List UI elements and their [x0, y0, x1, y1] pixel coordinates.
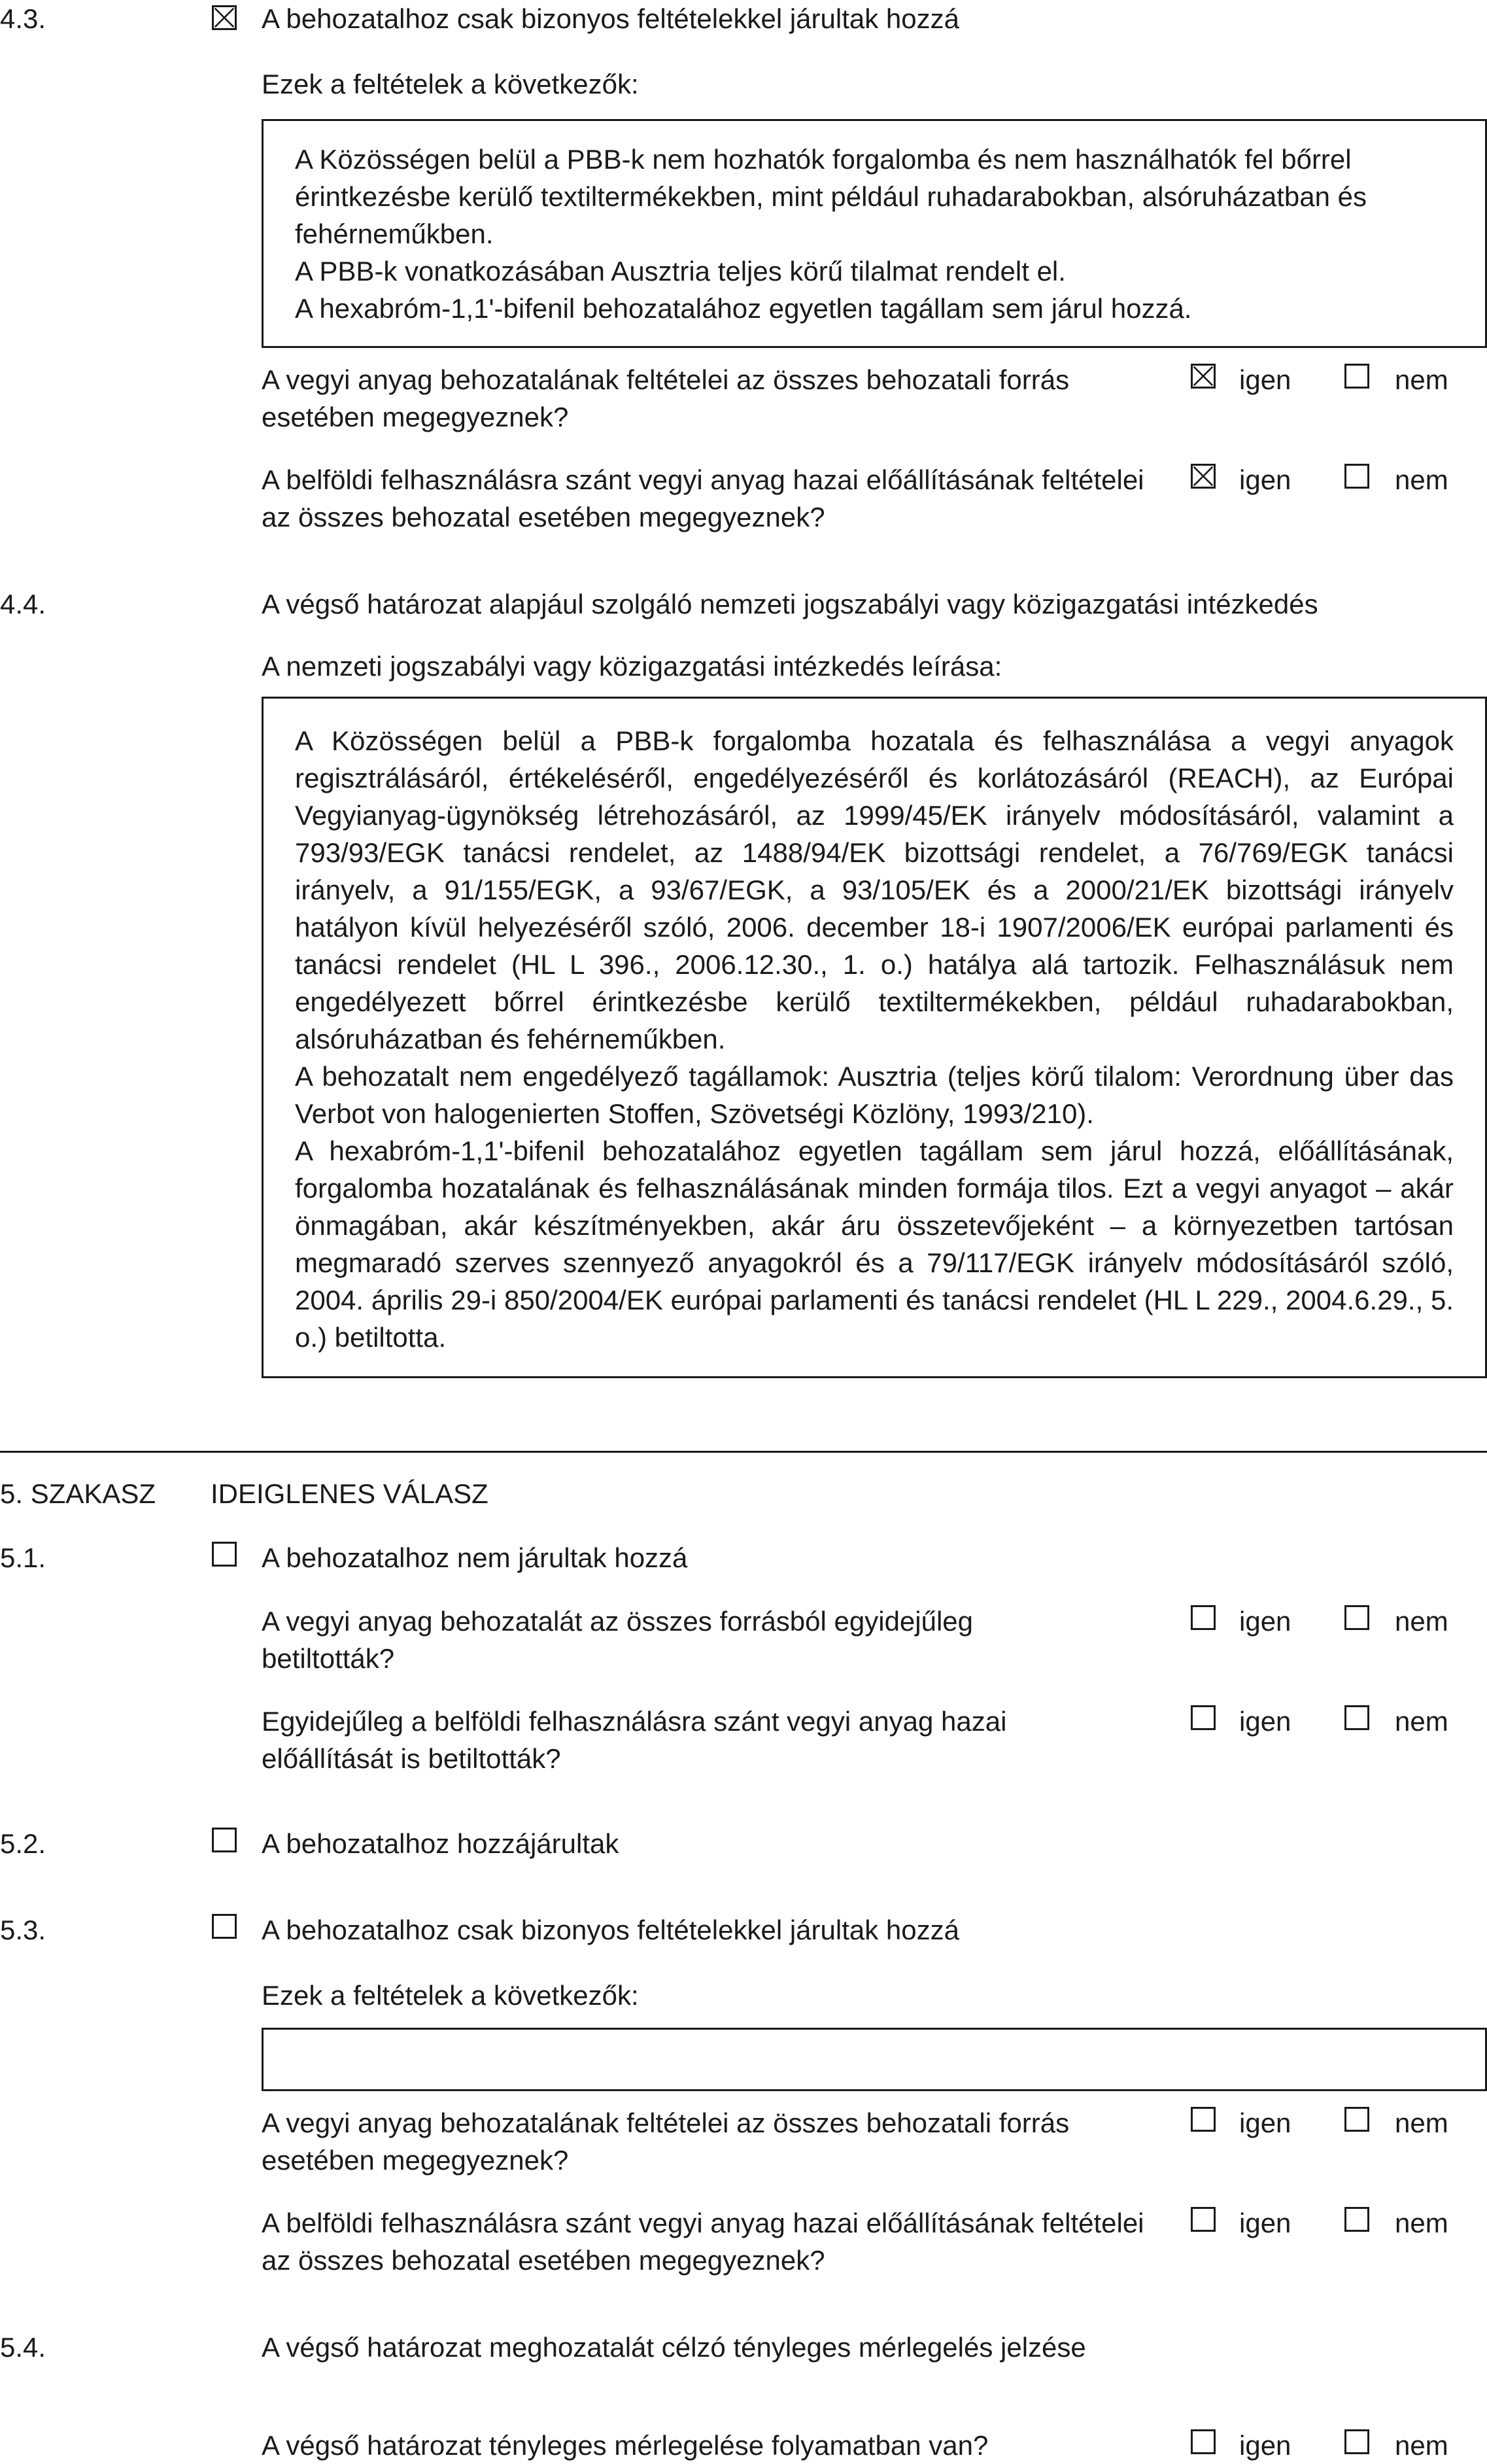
section-4-3-conditions-label: Ezek a feltételek a következők: [262, 69, 639, 99]
yes-checkbox[interactable] [1191, 2207, 1216, 2232]
section-4-3-question-1: A vegyi anyag behozatalának feltételei az összes behozatali forrás esetében megegyeznek? [262, 364, 1070, 432]
yes-label: igen [1239, 2208, 1291, 2238]
section-5-3-question-2: A belföldi felhasználásra szánt vegyi anyag hazai előállításának feltételei az összes behozatal esetében megegyeznek? [262, 2208, 1144, 2276]
yes-checkbox[interactable] [1191, 1605, 1216, 1630]
no-checkbox[interactable] [1344, 1705, 1369, 1730]
section-5-1-question-1: A vegyi anyag behozatalát az összes forrásból egyidejűleg betiltották? [262, 1606, 974, 1674]
yes-label: igen [1239, 2430, 1291, 2461]
checkmark-cross-icon [214, 7, 235, 28]
description-paragraph: A behozatalt nem engedélyező tagállamok: Ausztria (teljes körű tilalom: Verordnung über das Verbot von halogenierten Stoffen, Szövetségi Közlöny, 1993/210). [295, 1061, 1454, 1129]
section-4-3-checkbox[interactable] [212, 5, 237, 30]
yes-label: igen [1239, 2108, 1291, 2138]
section-5-2-title: A behozatalhoz hozzájárultak [262, 1828, 619, 1859]
condition-text: A PBB-k vonatkozásában Ausztria teljes körű tilalmat rendelt el. [295, 256, 1066, 286]
section-4-3-number: 4.3. [0, 3, 46, 34]
section-4-3-conditions-box [262, 119, 1487, 348]
section-4-4-title: A végső határozat alapjául szolgáló nemzeti jogszabályi vagy közigazgatási intézkedés [262, 589, 1318, 619]
no-label: nem [1395, 464, 1448, 495]
no-label: nem [1395, 364, 1448, 395]
section-5-3-title: A behozatalhoz csak bizonyos feltételekkel járultak hozzá [262, 1915, 959, 1945]
yes-checkbox[interactable] [1191, 2107, 1216, 2132]
yes-label: igen [1239, 364, 1291, 395]
yes-checkbox[interactable] [1191, 2429, 1216, 2454]
section-5-2-checkbox[interactable] [212, 1828, 237, 1852]
yes-checkbox[interactable] [1191, 364, 1216, 389]
section-5-4-number: 5.4. [0, 2332, 46, 2363]
section-5-heading-title: IDEIGLENES VÁLASZ [211, 1478, 488, 1509]
section-5-heading-number: 5. SZAKASZ [0, 1478, 156, 1509]
no-checkbox[interactable] [1344, 1605, 1369, 1630]
no-checkbox[interactable] [1344, 2207, 1369, 2232]
yes-label: igen [1239, 1706, 1291, 1737]
section-5-2-number: 5.2. [0, 1828, 46, 1859]
section-5-1-number: 5.1. [0, 1542, 46, 1573]
yes-checkbox[interactable] [1191, 464, 1216, 489]
description-paragraph: A hexabróm-1,1'-bifenil behozatalához egyetlen tagállam sem járul hozzá, előállításának, forgalomba hozatalának és felhasználásának minden formája tilos. Ezt a vegyi anyagot – akár önmagában, akár készítményekben, akár áru összetevőjeként – a környezetben tartósan megmaradó szerves szennyező anyagokról és a 79/117/EGK irányelv módosításáról szóló, 2004. április 29-i 850/2004/EK európai parlamenti és tanácsi rendelet (HL L 229., 2004.6.29., 5. o.) betiltotta. [295, 1136, 1454, 1353]
no-label: nem [1395, 1606, 1448, 1637]
no-checkbox[interactable] [1344, 464, 1369, 489]
no-checkbox[interactable] [1344, 2107, 1369, 2132]
section-4-3-title: A behozatalhoz csak bizonyos feltételekkel járultak hozzá [262, 3, 959, 34]
condition-text: A hexabróm-1,1'-bifenil behozatalához egyetlen tagállam sem járul hozzá. [295, 293, 1192, 324]
no-label: nem [1395, 2208, 1448, 2238]
section-5-3-conditions-field[interactable] [262, 2028, 1487, 2091]
yes-checkbox[interactable] [1191, 1705, 1216, 1730]
section-5-4-question-1: A végső határozat tényleges mérlegelése folyamatban van? [262, 2430, 989, 2461]
no-label: nem [1395, 2108, 1448, 2138]
section-5-4-title: A végső határozat meghozatalát célzó tényleges mérlegelés jelzése [262, 2332, 1086, 2363]
no-label: nem [1395, 2430, 1448, 2461]
section-4-4-description-label: A nemzeti jogszabályi vagy közigazgatási intézkedés leírása: [262, 651, 1002, 682]
section-5-3-conditions-label: Ezek a feltételek a következők: [262, 1980, 639, 2011]
section-5-3-number: 5.3. [0, 1915, 46, 1945]
section-5-1-title: A behozatalhoz nem járultak hozzá [262, 1542, 688, 1573]
section-4-4-number: 4.4. [0, 589, 46, 619]
description-paragraph: A Közösségen belül a PBB-k forgalomba hozatala és felhasználása a vegyi anyagok regisztrálásáról, értékeléséről, engedélyezéséről és korlátozásáról (REACH), az Európai Vegyianyag-ügynökség létrehozásáról, az 1999/45/EK irányelv módosításáról, valamint a 793/93/EGK tanácsi rendelet, az 1488/94/EK bizottsági rendelet, a 76/769/EGK tanácsi irányelv, a 91/155/EGK, a 93/67/EGK, a 93/105/EK és a 2000/21/EK bizottsági irányelv hatályon kívül helyezéséről szóló, 2006. december 18-i 1907/2006/EK európai parlamenti és tanácsi rendelet (HL L 396., 2006.12.30., 1. o.) hatálya alá tartozik. Felhasználásuk nem engedélyezett bőrrel érintkezésbe kerülő textiltermékekben, például ruhadarabokban, alsóruházatban és fehérneműkben. [295, 725, 1454, 1054]
checkmark-cross-icon [1193, 466, 1214, 487]
no-checkbox[interactable] [1344, 2429, 1369, 2454]
checkmark-cross-icon [1193, 366, 1214, 387]
condition-text: A Közösségen belül a PBB-k nem hozhatók forgalomba és nem használhatók fel bőrrel érintkezésbe kerülő textiltermékekben, mint például ruhadarabokban, alsóruházatban és fehérneműkben. [295, 144, 1367, 249]
section-4-3-question-2: A belföldi felhasználásra szánt vegyi anyag hazai előállításának feltételei az összes behozatal esetében megegyeznek? [262, 464, 1144, 532]
section-5-3-question-1: A vegyi anyag behozatalának feltételei az összes behozatali forrás esetében megegyeznek? [262, 2108, 1070, 2176]
yes-label: igen [1239, 464, 1291, 495]
section-5-1-question-2: Egyidejűleg a belföldi felhasználásra szánt vegyi anyag hazai előállítását is betiltották? [262, 1706, 1007, 1774]
yes-label: igen [1239, 1606, 1291, 1637]
no-label: nem [1395, 1706, 1448, 1737]
section-4-4-description-box [262, 697, 1487, 1378]
section-5-3-checkbox[interactable] [212, 1914, 237, 1939]
section-5-1-checkbox[interactable] [212, 1542, 237, 1567]
no-checkbox[interactable] [1344, 364, 1369, 389]
section-divider [0, 1451, 1487, 1453]
